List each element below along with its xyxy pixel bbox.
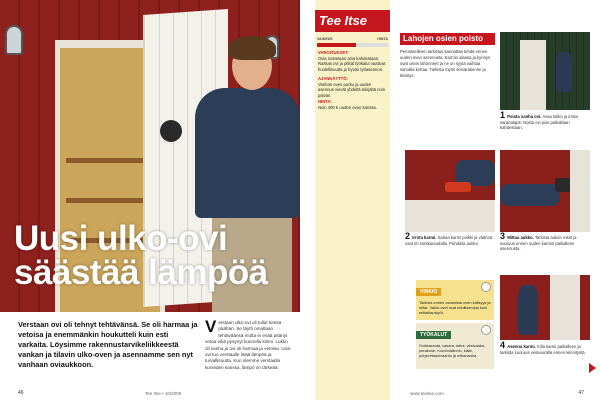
page-number-left: 46 [18,390,24,396]
info-text: Vanhan oven purku ja uuden asennus vievät yhdeltä tekijältä noin päivän. [318,81,386,98]
info-warnings [318,50,388,72]
step-text: Tarkista aukon mitat ja suoruus ennen uuden karmin paikalleen asennusta. [500,235,577,252]
headline-line-2: säästää lämpöä [14,253,268,292]
tools-box [416,323,494,369]
section-intro: Perusteellinen tarkistus kannattaa tehdä ennen uuden oven asennusta. Karmin alaosa ja kynnys ovat usein lahonneet ja ne on syytä vaihtaa samalla kertaa. Tarkista myös seinärakenne ja tiivistys. [400,49,491,78]
step-title: Mittaa aukko. [507,235,534,240]
folio-left: Tee Itse • 10/2009 [145,391,182,396]
info-time [318,76,388,98]
shelf [66,158,154,163]
tip-text: Tarkista ennen ostamista oven kätisyys ja mitat. Vakio-ovet ovat edullisempia kuin mittatilaustyöt. [419,300,491,316]
tools-text: Sorkkarauta, vasara, saha, vesivaaka, porakone, ruuvinväännin, kiilat, polyuretaanivaahto ja mittanauha. [419,343,485,359]
step-title: Irrota karmi. [412,235,437,240]
info-price [318,99,388,110]
headline-line-1: Uusi ulko-ovi [14,219,228,258]
info-heading: HINTA: [318,99,332,104]
article-body [205,317,293,371]
shelf [66,198,154,203]
meta-row [317,37,388,41]
tee-itse-tag: Tee Itse [315,10,390,32]
difficulty-meter [317,43,388,47]
man-hair [228,36,276,60]
step-4-photo [500,275,590,340]
section-title: Lahojen osien poisto [400,33,495,45]
step-3 [500,231,592,252]
step-text: Sahaa karmi poikki ja väännä osat irti sorkkaraudalla. Puhdista aukko. [405,235,493,246]
step-number: 1 [500,110,506,120]
meta-price-label: HINTA [377,37,388,41]
info-text: Ovia nostetaan aina kahdestaan. Raskas ovi ja pitkät työkalut vaativat huolellisuutta ja hyvän työasennon. [318,55,386,72]
info-heading: AJANKÄYTTÖ: [318,76,349,81]
step-1 [500,110,592,131]
next-page-arrow-icon [589,363,596,373]
step-3-photo [500,150,590,232]
page-number-right: 47 [578,390,584,396]
step-number: 2 [405,231,411,241]
step-number: 4 [500,340,506,350]
step-title: Poista vanha ovi. [507,114,542,119]
tools-heading: TYÖKALUT [416,331,451,339]
step-1-photo [500,32,590,110]
step-text: Kiila karmi paikalleen ja tarkista suoruus vesivaa'alla ennen kiinnitystä. [500,344,586,355]
article-lead: Verstaan ovi oli tehnyt tehtävänsä. Se oli harmaa ja vetoisa ja enemmänkin houkutteli kuin esti varkaita. Löysimme rakennustarvikeliikkeestä vankan ja tilavin ulko-oven ja asennamme sen nyt vanhaan oviaukkoon. [18,320,198,369]
difficulty-meter-fill [317,43,356,47]
tools-icon [481,325,491,335]
tip-heading: VINKKI [416,288,441,296]
wall-lamp-icon [5,25,23,55]
step-4 [500,340,592,355]
lightbulb-icon [481,282,491,292]
article-headline [14,219,294,292]
drop-cap: V [205,317,217,336]
folio-right: www.teeitse.com [410,391,444,396]
info-text: Noin 400 € uuden oven kanssa. [318,104,377,110]
step-number: 3 [500,231,506,241]
step-text: Avaa lukko ja irrota saranatapit. Nosta ovi pois paikaltaan kahdestaan. [500,114,578,131]
man-glove [160,120,182,142]
tip-box [416,280,494,320]
info-heading: VAROITUKSET: [318,50,349,55]
step-2 [405,231,497,246]
man-jacket [195,88,300,218]
step-title: Asenna karmi. [507,344,536,349]
step-2-photo [405,150,495,232]
article-body-text: erstaan ulko-ovi oli tullut tiensä päähän. Se täytti omaltaan tehtäväänsä mutta ei enää pitänyt vetoa eikä pysynyt kunnolla kiinni. Lukko oli vanha ja ovi oli harmaa ja vetoisa. Uusi ovi tuo verstaalle lisää lämpöä ja turvallisuutta. Kun olemme verstaalla koneiden kanssa, lämpö on tärkeää. [205,320,291,370]
meta-difficulty-label: VAIKEUS [317,37,333,41]
